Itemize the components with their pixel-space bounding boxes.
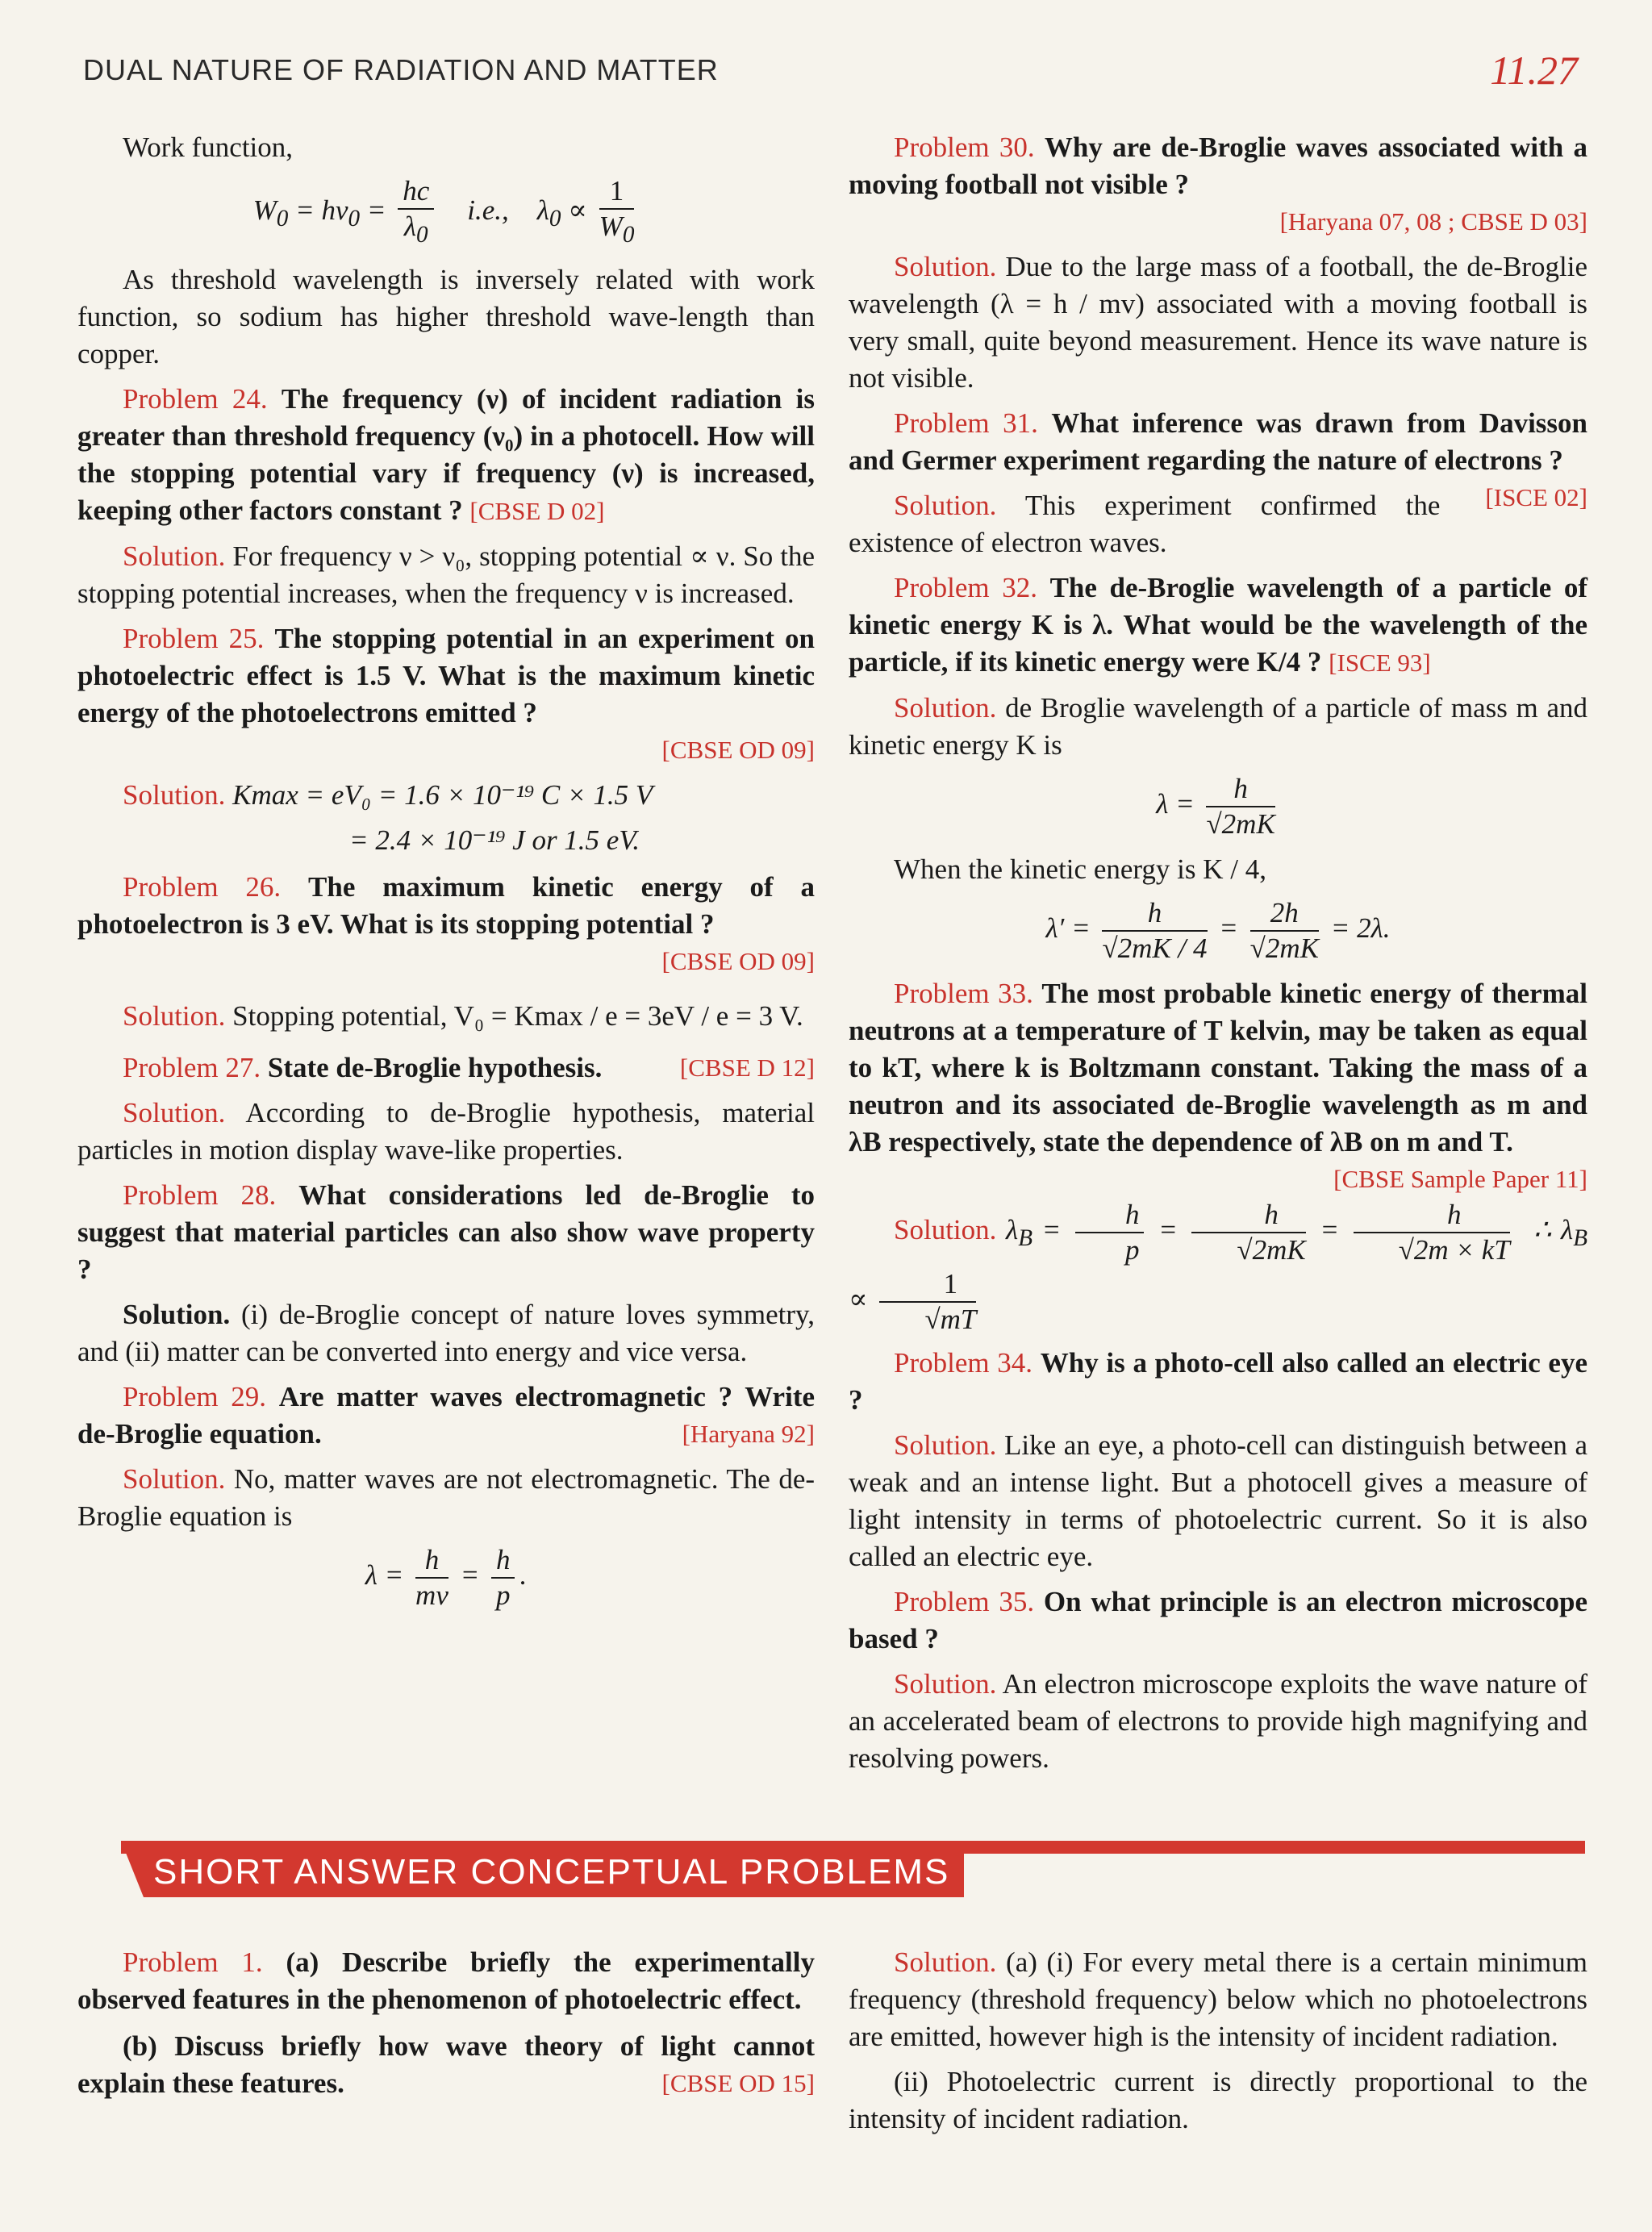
problem-34: Problem 34. Why is a photo-cell also called an electric eye ? xyxy=(849,1347,1587,1416)
solution-26: Solution. Stopping potential, V₀ = Kmax / e = 3eV / e = 3 V. xyxy=(123,1000,803,1032)
problem-32: Problem 32. The de-Broglie wavelength of a particle of kinetic energy K is λ. What would be the wavelength of the particle, if its kinetic energy were K/4 ? [ISCE 93] xyxy=(849,572,1588,678)
wavelength-equation: λ = $\frac{h}{√2mK}$ xyxy=(1156,773,1275,840)
solution-1-ii: (ii) Photoelectric current is directly proportional to the intensity of incident radiation. xyxy=(849,2066,1587,2134)
work-function-label: Work function, xyxy=(123,131,294,163)
problem-1a: Problem 1. (a) Describe briefly the experimentally observed features in the phenomenon of photoelectric effect. xyxy=(77,1946,816,2015)
problem-1b: (b) Discuss briefly how wave theory of light cannot explain these features. [CBSE OD 15] xyxy=(77,2030,815,2099)
problem-35: Problem 35. On what principle is an electron microscope based ? xyxy=(849,1586,1587,1654)
bottom-right-column xyxy=(849,1944,1587,2146)
work-function-equation: $W_0 = h\nu_0$ = $\frac{hc}{\lambda_0}$ i.e., $\lambda_0$ ∝ $\frac{1}{W_0}$ xyxy=(252,175,635,248)
running-head: DUAL NATURE OF RADIATION AND MATTER xyxy=(83,53,719,86)
problem-27: Problem 27. State de-Broglie hypothesis. [CBSE D 12] xyxy=(123,1052,815,1083)
problem-33: Problem 33. The most probable kinetic energy of thermal neutrons at a temperature of T kelvin, may be taken as equal to kT, where k is Boltzmann constant. Taking the mass of a neutron and its associated de-Broglie wavelength as m and λB respectively, state the dependence of λB on m and T. [CBSE Sample Paper 11] xyxy=(849,978,1588,1193)
problem-30: Problem 30. Why are de-Broglie waves associated with a moving football not visible ? [Haryana 07, 08 ; CBSE D 03] xyxy=(849,131,1588,236)
work-function-text: As threshold wavelength is inversely related with work function, so sodium has higher threshold wave-length than copper. xyxy=(77,264,815,369)
solution-25-line2: = 2.4 × 10⁻¹⁹ J or 1.5 eV. xyxy=(349,824,640,856)
solution-29: Solution. No, matter waves are not electromagnetic. The de-Broglie equation is xyxy=(77,1463,816,1532)
solution-34: Solution. Like an eye, a photo-cell can distinguish between a weak and an intense light. But a photocell gives a measure of light intensity in terms of photoelectric current. So it is also called an electric eye. xyxy=(849,1429,1587,1572)
problem-24: Problem 24. The frequency (ν) of incident radiation is greater than threshold frequency (ν₀) in a photocell. How will the stopping potential vary if frequency (ν) is increased, keeping other factors constant ? [CBSE D 02] xyxy=(77,383,815,526)
solution-35: Solution. An electron microscope exploits the wave nature of an accelerated beam of electrons to provide high magnifying and resolving powers. xyxy=(849,1668,1587,1774)
page-number: 11.27 xyxy=(1490,48,1578,93)
problem-29: Problem 29. Are matter waves electromagnetic ? Write de-Broglie equation. [Haryana 92] xyxy=(77,1381,816,1450)
solution-27: Solution. According to de-Broglie hypothesis, material particles in motion display wave-like properties. xyxy=(77,1097,815,1166)
section-title: SHORT ANSWER CONCEPTUAL PROBLEMS xyxy=(153,1852,950,1892)
de-broglie-equation: λ = $\frac{h}{mv}$ = $\frac{h}{p}$ . xyxy=(365,1544,528,1611)
problem-26: Problem 26. The maximum kinetic energy of a photoelectron is 3 eV. What is its stopping potential ? [CBSE OD 09] xyxy=(77,871,816,975)
solution-28: Solution. (i) de-Broglie concept of nature loves symmetry, and (ii) matter can be converted into energy and vice versa. xyxy=(77,1299,816,1367)
section-banner xyxy=(121,1841,1585,1897)
new-wavelength-equation: λ′ = $\frac{h}{√2mK / 4}$ = $\frac{2h}{√2mK}$ = 2λ. xyxy=(1045,897,1391,964)
solution-31: Solution. This experiment confirmed the existence of electron waves. xyxy=(849,490,1441,558)
problem-28: Problem 28. What considerations led de-Broglie to suggest that material particles can also show wave property ? xyxy=(77,1179,816,1285)
left-column xyxy=(77,129,815,1622)
solution-1-i: Solution. (a) (i) For every metal there is a certain minimum frequency (threshold frequency) below which no photoelectrons are emitted, however high is the intensity of incident radiation. xyxy=(849,1946,1588,2052)
solution-24: Solution. For frequency ν > ν₀, stopping potential ∝ ν. So the stopping potential increases, when the frequency ν is increased. xyxy=(77,540,816,609)
kinetic-energy-quarter: When the kinetic energy is K / 4, xyxy=(894,853,1267,885)
solution-32: Solution. de Broglie wavelength of a particle of mass m and kinetic energy K is xyxy=(849,692,1587,761)
solution-30: Solution. Due to the large mass of a football, the de-Broglie wavelength (λ = h / mv) associated with a moving football is very small, quite beyond measurement. Hence its wave nature is not visible. xyxy=(849,251,1588,394)
solution-25: Solution. Kmax = eV₀ = 1.6 × 10⁻¹⁹ C × 1.5 V xyxy=(123,779,653,811)
solution-33-equation: $\lambda_B$ = $\frac{h}{p}$ = $\frac{h}{√2mK}$ = $\frac{h}{√2m \times kT}$ ∴ $\lambda_B$ ∝ $\frac{1}{√mT}$ xyxy=(849,1199,1588,1335)
right-column xyxy=(849,129,1587,1785)
problem-31: Problem 31. What inference was drawn from Davisson and Germer experiment regarding the nature of electrons ? [ISCE 02] xyxy=(849,407,1587,511)
problem-25: Problem 25. The stopping potential in an experiment on photoelectric effect is 1.5 V. What is the maximum kinetic energy of the photoelectrons emitted ? [CBSE OD 09] xyxy=(77,623,816,764)
bottom-left-column xyxy=(77,1944,815,2110)
solution-33: Solution. $\lambda_B$ = $\frac{h}{p}$ = $\frac{h}{√2mK}$ = $\frac{h}{√2m \times kT}$ ∴ $\lambda_B$ ∝ $\frac{1}{√mT}$ xyxy=(849,1199,1588,1335)
